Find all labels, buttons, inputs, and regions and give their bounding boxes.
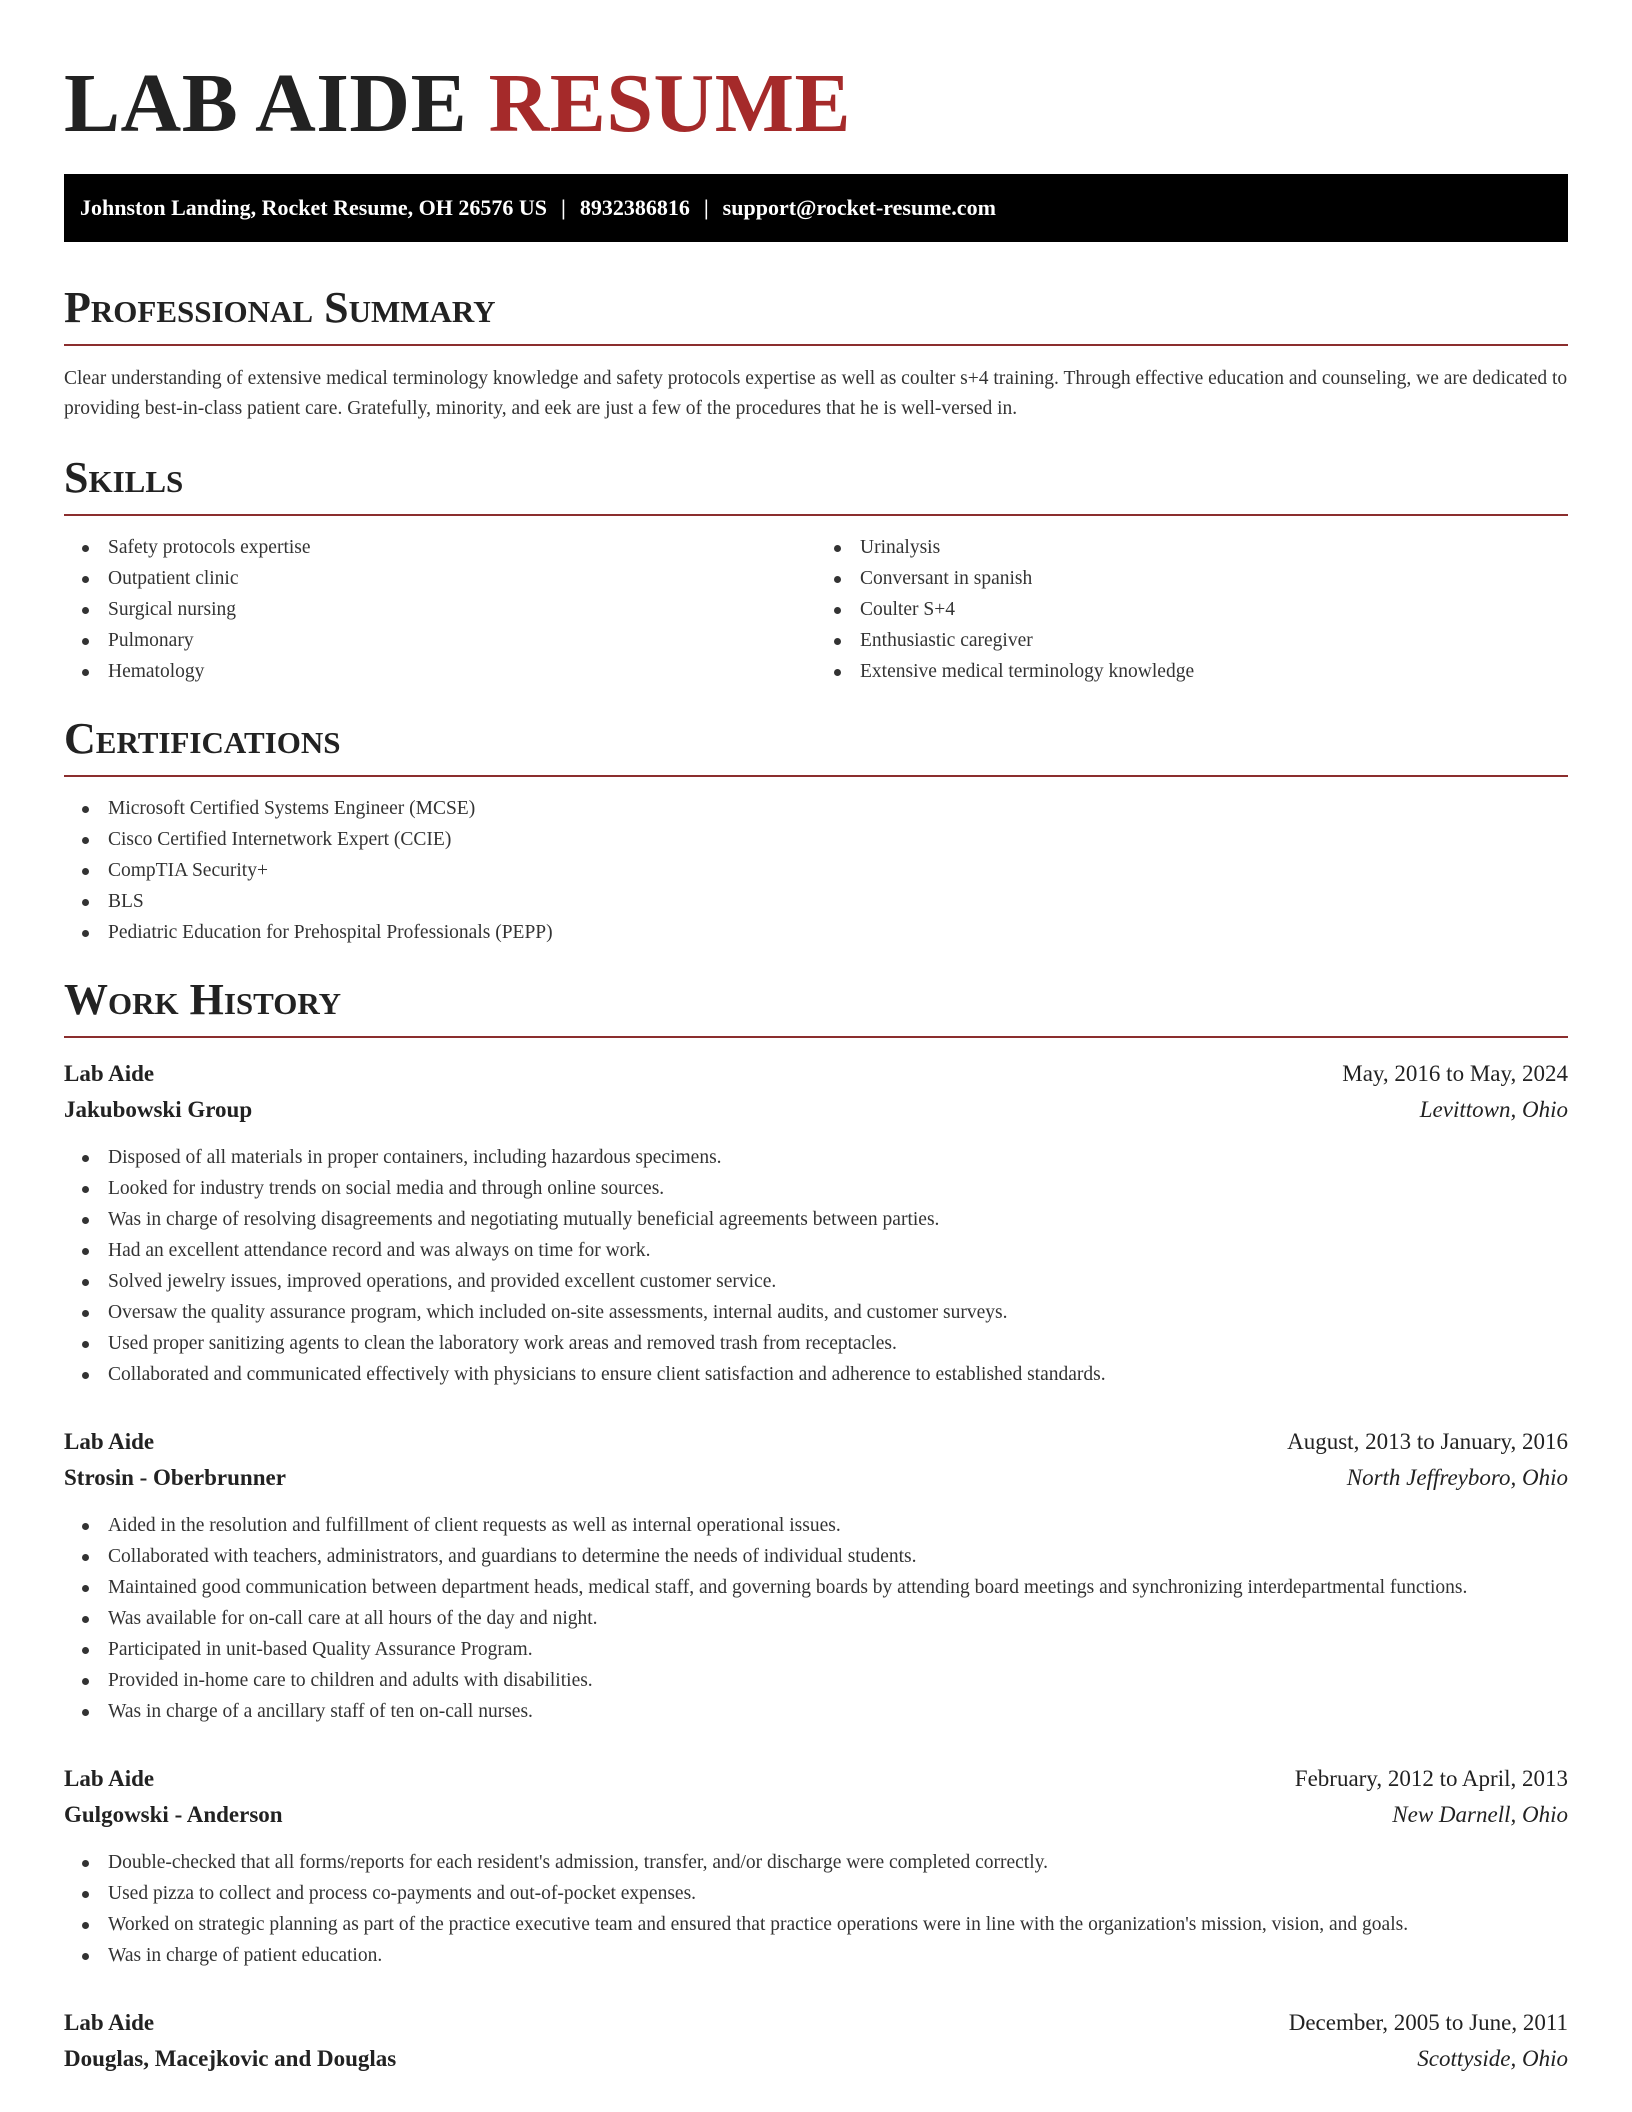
- job-duties-list: [64, 1142, 1568, 1390]
- skill-item: Urinalysis: [816, 532, 1568, 563]
- job-duty: Maintained good communication between department heads, medical staff, and governing boards by attending board meetings and synchronizing interdepartmental functions.: [64, 1572, 1568, 1603]
- job-company-row: [64, 1797, 1568, 1833]
- work-history-heading: Work History: [64, 974, 1568, 1038]
- job-dates: February, 2012 to April, 2013: [1294, 1766, 1568, 1791]
- job-title-row: [64, 1761, 1568, 1797]
- job-location: Scottyside, Ohio: [1417, 2046, 1568, 2071]
- skills-section: [64, 452, 1568, 687]
- certification-item: Pediatric Education for Prehospital Professionals (PEPP): [64, 917, 1568, 948]
- certification-item: Cisco Certified Internetwork Expert (CCIE): [64, 824, 1568, 855]
- job-title-row: [64, 2005, 1568, 2041]
- skill-item: Extensive medical terminology knowledge: [816, 656, 1568, 687]
- certifications-heading: Certifications: [64, 713, 1568, 777]
- job-duty: Participated in unit-based Quality Assurance Program.: [64, 1634, 1568, 1665]
- job-location: North Jeffreyboro, Ohio: [1346, 1465, 1568, 1490]
- skills-list-left: [64, 532, 816, 687]
- job-company: Jakubowski Group: [64, 1097, 253, 1122]
- job-duty: Looked for industry trends on social media and through online sources.: [64, 1173, 1568, 1204]
- job-duty: Was in charge of a ancillary staff of ten on-call nurses.: [64, 1696, 1568, 1727]
- skill-item: Surgical nursing: [64, 594, 816, 625]
- contact-bar: [64, 174, 1568, 242]
- contact-email: support@rocket-resume.com: [722, 195, 996, 220]
- certifications-section: [64, 713, 1568, 948]
- job-title: Lab Aide: [64, 2010, 155, 2035]
- job-duty: Used pizza to collect and process co-payments and out-of-pocket expenses.: [64, 1878, 1568, 1909]
- job-dates: December, 2005 to June, 2011: [1288, 2010, 1568, 2035]
- job-location: New Darnell, Ohio: [1392, 1802, 1568, 1827]
- job-duty: Was available for on-call care at all hours of the day and night.: [64, 1603, 1568, 1634]
- job-company: Douglas, Macejkovic and Douglas: [64, 2046, 397, 2071]
- skills-list-right: [816, 532, 1568, 687]
- job-title: Lab Aide: [64, 1766, 155, 1791]
- skill-item: Pulmonary: [64, 625, 816, 656]
- resume-title: [64, 0, 1568, 152]
- skill-item: Conversant in spanish: [816, 563, 1568, 594]
- job-duties-list: [64, 1847, 1568, 1971]
- job-title-row: [64, 1056, 1568, 1092]
- contact-address: Johnston Landing, Rocket Resume, OH 26576 US: [80, 195, 547, 220]
- job-company-row: [64, 2041, 1568, 2077]
- job-location: Levittown, Ohio: [1419, 1097, 1568, 1122]
- job-title: Lab Aide: [64, 1429, 155, 1454]
- job-duty: Used proper sanitizing agents to clean the laboratory work areas and removed trash from receptacles.: [64, 1328, 1568, 1359]
- skill-item: Outpatient clinic: [64, 563, 816, 594]
- job-entry: [64, 2005, 1568, 2077]
- job-duty: Aided in the resolution and fulfillment of client requests as well as internal operational issues.: [64, 1510, 1568, 1541]
- job-duty: Had an excellent attendance record and was always on time for work.: [64, 1235, 1568, 1266]
- job-title: Lab Aide: [64, 1061, 155, 1086]
- job-company-row: [64, 1460, 1568, 1496]
- title-accent: RESUME: [488, 57, 852, 150]
- job-company: Strosin - Oberbrunner: [64, 1465, 286, 1490]
- job-entry: [64, 1761, 1568, 1971]
- summary-heading: Professional Summary: [64, 282, 1568, 346]
- work-history-section: [64, 974, 1568, 2077]
- job-dates: May, 2016 to May, 2024: [1342, 1061, 1568, 1086]
- skills-columns: [64, 532, 1568, 687]
- skill-item: Safety protocols expertise: [64, 532, 816, 563]
- job-duty: Provided in-home care to children and adults with disabilities.: [64, 1665, 1568, 1696]
- job-duty: Was in charge of patient education.: [64, 1940, 1568, 1971]
- job-duty: Double-checked that all forms/reports for each resident's admission, transfer, and/or discharge were completed correctly.: [64, 1847, 1568, 1878]
- job-entry: [64, 1056, 1568, 1390]
- skill-item: Enthusiastic caregiver: [816, 625, 1568, 656]
- skill-item: Coulter S+4: [816, 594, 1568, 625]
- job-duty: Collaborated and communicated effectively with physicians to ensure client satisfaction and adherence to established standards.: [64, 1359, 1568, 1390]
- contact-separator: |: [703, 195, 709, 220]
- job-dates: August, 2013 to January, 2016: [1287, 1429, 1568, 1454]
- certification-item: CompTIA Security+: [64, 855, 1568, 886]
- job-duty: Oversaw the quality assurance program, which included on-site assessments, internal audits, and customer surveys.: [64, 1297, 1568, 1328]
- skills-heading: Skills: [64, 452, 1568, 516]
- job-company-row: [64, 1092, 1568, 1128]
- job-duty: Solved jewelry issues, improved operations, and provided excellent customer service.: [64, 1266, 1568, 1297]
- job-title-row: [64, 1424, 1568, 1460]
- contact-phone: 8932386816: [579, 195, 690, 220]
- job-duty: Was in charge of resolving disagreements and negotiating mutually beneficial agreements between parties.: [64, 1204, 1568, 1235]
- summary-text: Clear understanding of extensive medical terminology knowledge and safety protocols expertise as well as coulter s+4 training. Through effective education and counseling, we are dedicated to providing best-in-class patient care. Gratefully, minority, and eek are just a few of the procedures that he is well-versed in.: [64, 368, 1568, 419]
- certification-item: BLS: [64, 886, 1568, 917]
- summary-section: [64, 282, 1568, 424]
- job-duty: Disposed of all materials in proper containers, including hazardous specimens.: [64, 1142, 1568, 1173]
- job-duty: Worked on strategic planning as part of the practice executive team and ensured that practice operations were in line with the organization's mission, vision, and goals.: [64, 1909, 1568, 1940]
- skill-item: Hematology: [64, 656, 816, 687]
- job-duty: Collaborated with teachers, administrators, and guardians to determine the needs of individual students.: [64, 1541, 1568, 1572]
- job-duties-list: [64, 1510, 1568, 1727]
- job-entry: [64, 1424, 1568, 1727]
- contact-separator: |: [560, 195, 566, 220]
- certification-item: Microsoft Certified Systems Engineer (MCSE): [64, 793, 1568, 824]
- job-company: Gulgowski - Anderson: [64, 1802, 283, 1827]
- certifications-list: [64, 793, 1568, 948]
- title-main: LAB AIDE: [64, 57, 468, 150]
